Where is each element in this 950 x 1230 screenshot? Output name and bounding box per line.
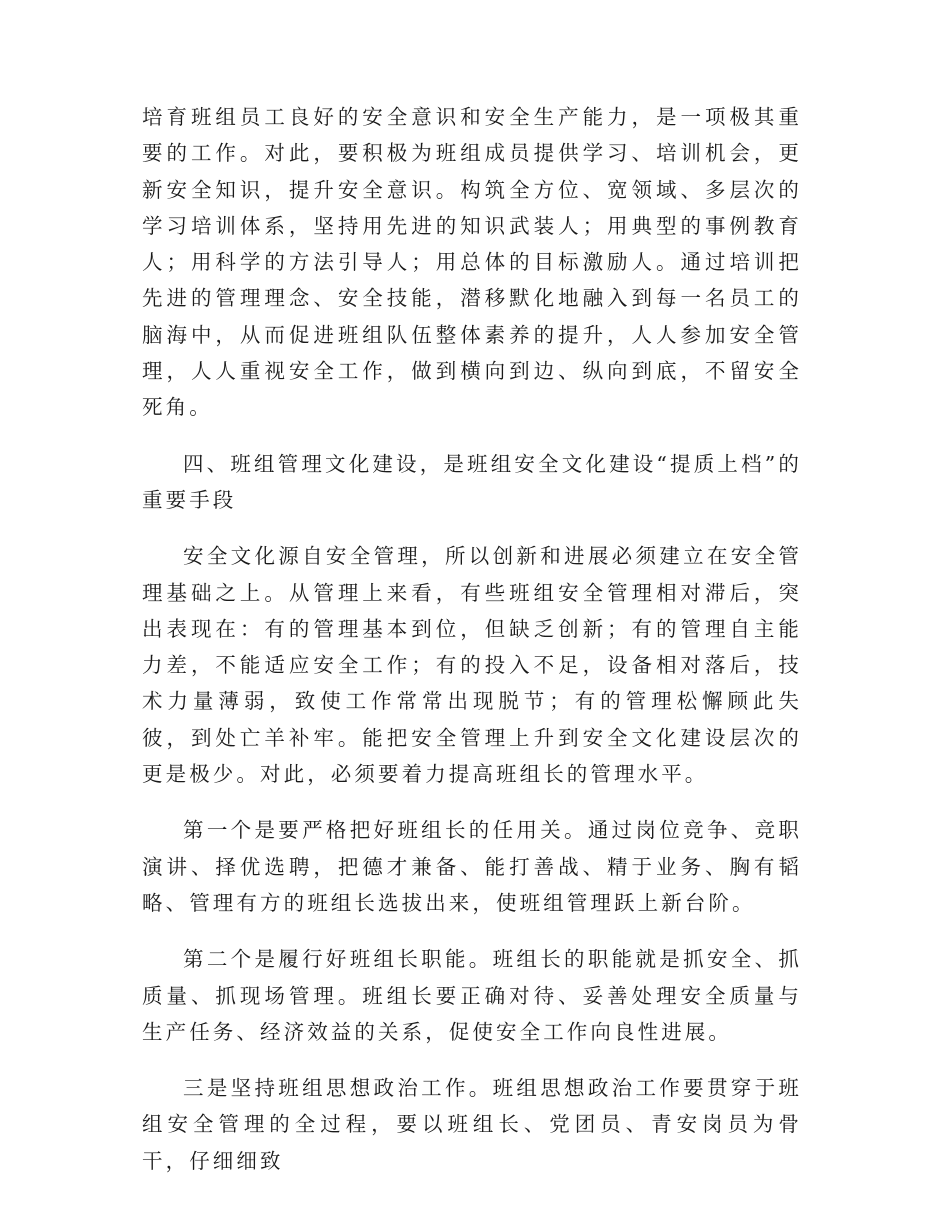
paragraph-third-point: 三是坚持班组思想政治工作。班组思想政治工作要贯穿于班组安全管理的全过程，要以班组长、党团员、青安岗员为骨干，仔细细致	[142, 1076, 802, 1173]
paragraph-training: 培育班组员工良好的安全意识和安全生产能力，是一项极其重要的工作。对此，要积极为班组成员提供学习、培训机会，更新安全知识，提升安全意识。构筑全方位、宽领域、多层次的学习培训体系，坚持用先进的知识武装人；用典型的事例教育人；用科学的方法引导人；用总体的目标激励人。通过培训把先进的管理理念、安全技能，潜移默化地融入到每一名员工的脑海中，从而促进班组队伍整体素养的提升，人人参加安全管理，人人重视安全工作，做到横向到边、纵向到底，不留安全死角。	[142, 105, 802, 420]
paragraph-safety-culture: 安全文化源自安全管理，所以创新和进展必须建立在安全管理基础之上。从管理上来看，有些班组安全管理相对滞后，突出表现在：有的管理基本到位，但缺乏创新；有的管理自主能力差，不能适应安全工作；有的投入不足，设备相对落后，技术力量薄弱，致使工作常常出现脱节；有的管理松懈顾此失彼，到处亡羊补牢。能把安全管理上升到安全文化建设层次的更是极少。对此，必须要着力提高班组长的管理水平。	[142, 544, 802, 787]
paragraph-first-point: 第一个是要严格把好班组长的任用关。通过岗位竞争、竞职演讲、择优选聘，把德才兼备、能打善战、精于业务、胸有韬略、管理有方的班组长选拔出来，使班组管理跃上新台阶。	[142, 818, 802, 915]
paragraph-second-point: 第二个是履行好班组长职能。班组长的职能就是抓安全、抓质量、抓现场管理。班组长要正确对待、妥善处理安全质量与生产任务、经济效益的关系，促使安全工作向良性进展。	[142, 947, 802, 1044]
section-heading-four: 四、班组管理文化建设，是班组安全文化建设“提质上档”的重要手段	[142, 451, 802, 512]
document-body	[142, 99, 802, 1199]
